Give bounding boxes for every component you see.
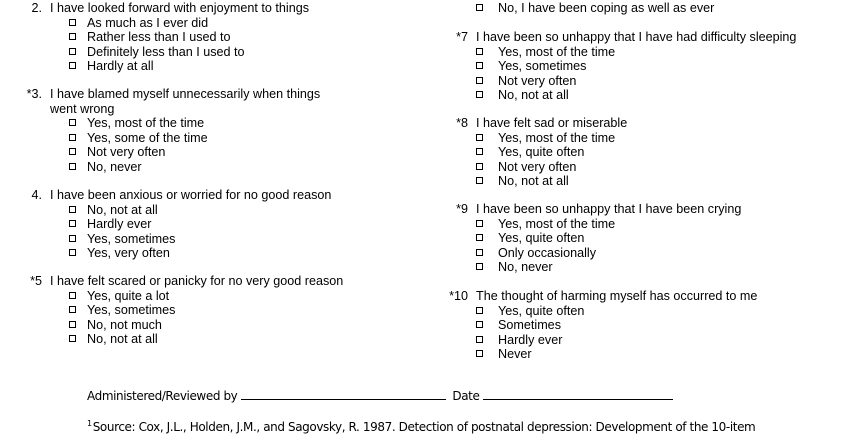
question-text: I have looked forward with enjoyment to things	[50, 1, 310, 15]
checkbox[interactable]	[476, 177, 483, 184]
answer-option[interactable]	[0, 131, 420, 146]
checkbox[interactable]	[69, 119, 76, 126]
question-header	[428, 30, 848, 45]
answer-option[interactable]	[0, 160, 420, 175]
answer-option[interactable]	[428, 347, 848, 362]
checkbox[interactable]	[69, 19, 76, 26]
answer-option[interactable]	[428, 174, 848, 189]
checkbox[interactable]	[476, 163, 483, 170]
answer-option[interactable]	[0, 232, 420, 247]
administered-row	[87, 389, 673, 403]
question-header	[0, 274, 420, 289]
date-label: Date	[452, 389, 480, 403]
option-label: Not very often	[498, 73, 577, 88]
checkbox[interactable]	[69, 335, 76, 342]
answer-option[interactable]	[0, 217, 420, 232]
answer-option[interactable]	[428, 160, 848, 175]
option-label: No, not at all	[498, 174, 569, 188]
question-9	[428, 202, 848, 275]
question-number: *8	[456, 116, 468, 130]
question-4	[0, 188, 420, 261]
question-7	[428, 30, 848, 103]
answer-option[interactable]	[0, 318, 420, 333]
answer-option[interactable]	[0, 30, 420, 45]
checkbox[interactable]	[69, 148, 76, 155]
option-label: Yes, quite often	[498, 231, 585, 245]
checkbox[interactable]	[476, 148, 483, 155]
checkbox[interactable]	[69, 249, 76, 256]
option-label: Sometimes	[498, 318, 561, 332]
answer-option[interactable]	[0, 303, 420, 318]
question-number: *10	[449, 289, 468, 303]
date-field[interactable]	[483, 389, 673, 400]
option-label: No, I have been coping as well as ever	[498, 1, 715, 15]
checkbox[interactable]	[69, 163, 76, 170]
answer-option[interactable]	[428, 260, 848, 275]
administered-label: Administered/Reviewed by	[87, 389, 238, 403]
question-header	[0, 87, 420, 116]
answer-option[interactable]	[0, 203, 420, 218]
answer-option[interactable]	[0, 145, 420, 160]
question-header	[428, 116, 848, 131]
option-label: No, never	[498, 260, 553, 274]
checkbox[interactable]	[476, 48, 483, 55]
checkbox[interactable]	[69, 33, 76, 40]
checkbox[interactable]	[476, 350, 483, 357]
question-6-tail	[428, 1, 848, 16]
source-text: Source: Cox, J.L., Holden, J.M., and Sagovsky, R. 1987. Detection of postnatal depression: Development of the 10-item	[92, 420, 756, 434]
checkbox[interactable]	[69, 321, 76, 328]
checkbox[interactable]	[69, 206, 76, 213]
checkbox[interactable]	[476, 91, 483, 98]
option-label: Never	[498, 347, 532, 361]
question-number: 2.	[31, 1, 42, 15]
checkbox[interactable]	[476, 77, 483, 84]
question-text: I have blamed myself unnecessarily when things went wrong	[50, 87, 321, 116]
option-label: Not very often	[87, 145, 166, 159]
answer-option[interactable]	[428, 333, 848, 348]
question-10	[428, 289, 848, 362]
answer-option[interactable]	[428, 88, 848, 103]
answer-option[interactable]	[428, 45, 848, 60]
option-label: Definitely less than I used to	[87, 44, 245, 59]
answer-option[interactable]	[428, 145, 848, 160]
answer-option[interactable]	[0, 332, 420, 347]
checkbox[interactable]	[69, 306, 76, 313]
answer-option[interactable]	[0, 16, 420, 31]
option-label: Yes, sometimes	[498, 59, 587, 73]
checkbox[interactable]	[476, 220, 483, 227]
option-label: Yes, very often	[87, 246, 170, 260]
option-label: No, not at all	[87, 202, 158, 217]
option-label: Yes, quite often	[498, 303, 585, 318]
option-label: Yes, most of the time	[87, 116, 205, 130]
option-label: Rather less than I used to	[87, 30, 231, 44]
answer-option[interactable]	[0, 59, 420, 74]
question-number: *5	[30, 274, 42, 288]
checkbox[interactable]	[476, 234, 483, 241]
option-label: Only occasionally	[498, 245, 596, 260]
question-number: *3.	[26, 87, 42, 101]
checkbox[interactable]	[476, 62, 483, 69]
answer-option[interactable]	[428, 1, 848, 16]
question-5	[0, 274, 420, 347]
answer-option[interactable]	[0, 289, 420, 304]
option-label: No, not much	[87, 317, 162, 332]
checkbox[interactable]	[476, 307, 483, 314]
checkbox[interactable]	[476, 249, 483, 256]
option-label: Yes, some of the time	[87, 130, 208, 145]
answer-option[interactable]	[0, 45, 420, 60]
source-superscript: 1	[87, 419, 92, 428]
option-label: Hardly ever	[87, 217, 152, 231]
checkbox[interactable]	[69, 48, 76, 55]
source-citation	[87, 417, 755, 434]
question-text: I have been so unhappy that I have had difficulty sleeping	[476, 30, 797, 44]
checkbox[interactable]	[476, 4, 483, 11]
option-label: Yes, sometimes	[87, 303, 176, 317]
answer-option[interactable]	[428, 131, 848, 146]
option-label: Yes, quite a lot	[87, 288, 170, 303]
answer-option[interactable]	[0, 246, 420, 261]
option-label: Not very often	[498, 159, 577, 174]
option-label: No, not at all	[87, 332, 158, 346]
answer-option[interactable]	[428, 318, 848, 333]
checkbox[interactable]	[69, 235, 76, 242]
option-label: Yes, most of the time	[498, 130, 616, 145]
checkbox[interactable]	[476, 336, 483, 343]
answer-option[interactable]	[428, 217, 848, 232]
question-text: I have felt scared or panicky for no very good reason	[50, 274, 344, 288]
question-8	[428, 116, 848, 189]
question-number: *9	[456, 202, 468, 216]
option-label: Yes, most of the time	[498, 44, 616, 59]
answer-option[interactable]	[428, 304, 848, 319]
answer-option[interactable]	[428, 231, 848, 246]
checkbox[interactable]	[69, 292, 76, 299]
answer-option[interactable]	[428, 246, 848, 261]
checkbox[interactable]	[69, 220, 76, 227]
question-number: *7	[456, 30, 468, 44]
question-header	[428, 202, 848, 217]
administered-signature-field[interactable]	[241, 389, 446, 400]
answer-option[interactable]	[0, 116, 420, 131]
checkbox[interactable]	[476, 263, 483, 270]
checkbox[interactable]	[476, 321, 483, 328]
option-label: Yes, quite often	[498, 145, 585, 159]
question-2	[0, 1, 420, 74]
question-number: 4.	[31, 188, 42, 202]
checkbox[interactable]	[69, 62, 76, 69]
option-label: No, not at all	[498, 88, 569, 102]
option-label: Hardly ever	[498, 332, 563, 347]
question-header	[0, 1, 420, 16]
question-header	[428, 289, 848, 304]
question-3	[0, 87, 420, 174]
checkbox[interactable]	[69, 134, 76, 141]
option-label: Yes, sometimes	[87, 231, 176, 246]
option-label: Hardly at all	[87, 59, 154, 73]
question-text: I have been so unhappy that I have been crying	[476, 202, 742, 216]
option-label: As much as I ever did	[87, 15, 209, 30]
answer-option[interactable]	[428, 59, 848, 74]
question-text: The thought of harming myself has occurred to me	[476, 289, 758, 303]
question-header	[0, 188, 420, 203]
question-text: I have felt sad or miserable	[476, 116, 628, 130]
question-text: I have been anxious or worried for no good reason	[50, 188, 332, 202]
answer-option[interactable]	[428, 74, 848, 89]
option-label: Yes, most of the time	[498, 216, 616, 231]
option-label: No, never	[87, 159, 142, 174]
checkbox[interactable]	[476, 134, 483, 141]
